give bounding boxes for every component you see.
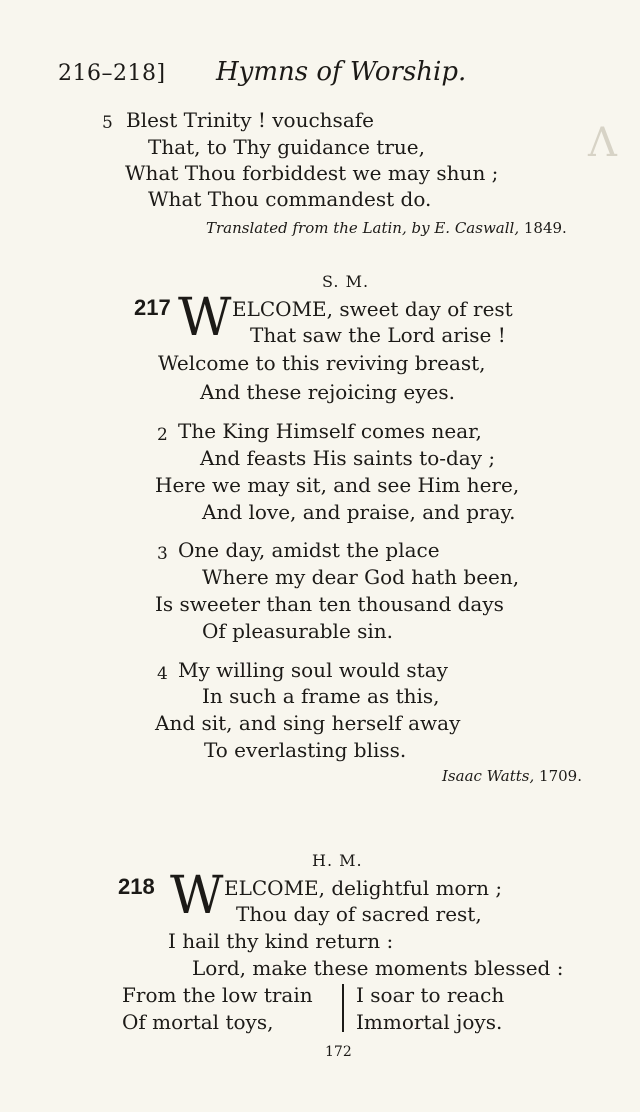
verse-line: What Thou commandest do.	[148, 187, 432, 211]
verse-line: What Thou forbiddest we may shun ;	[125, 161, 499, 185]
attribution-year: 1849.	[523, 219, 567, 237]
right-column-line: I soar to reach	[356, 983, 505, 1007]
verse-line: Thou day of sacred rest,	[236, 902, 482, 926]
verse-line: Is sweeter than ten thousand days	[155, 592, 504, 616]
verse-line: Where my dear God hath been,	[202, 565, 520, 589]
hymn-number: 217	[134, 295, 171, 320]
verse-number: 2	[157, 425, 168, 445]
meter-label: S. M.	[322, 272, 370, 291]
drop-cap: W	[170, 866, 224, 926]
page-title: Hymns of Worship.	[216, 57, 467, 87]
first-line: ELCOME, delightful morn ;	[224, 876, 503, 900]
verse-line: To everlasting bliss.	[204, 738, 407, 762]
bleed-through-mark: Λ	[588, 120, 617, 166]
hymn-range: 216–218]	[58, 61, 166, 86]
left-column-line: From the low train	[122, 983, 313, 1007]
verse-line: Here we may sit, and see Him here,	[155, 473, 520, 497]
verse-line: That saw the Lord arise !	[250, 323, 506, 347]
verse-number: 3	[157, 544, 168, 564]
verse-line: Lord, make these moments blessed :	[192, 956, 564, 980]
verse-line: Blest Trinity ! vouchsafe	[126, 108, 374, 132]
attribution	[206, 216, 567, 240]
attribution-text: Translated from the Latin, by E. Caswall,	[206, 219, 520, 237]
verse-line: The King Himself comes near,	[178, 419, 482, 443]
verse-line: My willing soul would stay	[178, 658, 448, 682]
page-number: 172	[325, 1044, 352, 1060]
verse-line: And love, and praise, and pray.	[202, 500, 516, 524]
attribution-text: Isaac Watts,	[442, 767, 535, 785]
verse-line: In such a frame as this,	[202, 684, 440, 708]
verse-line: And feasts His saints to-day ;	[200, 446, 496, 470]
attribution-year: 1709.	[539, 767, 582, 785]
hymn-number: 218	[118, 874, 155, 899]
verse-line: And sit, and sing herself away	[155, 711, 461, 735]
verse-line: Of pleasurable sin.	[202, 619, 394, 643]
verse-number: 5	[102, 113, 113, 133]
right-column-line: Immortal joys.	[356, 1010, 503, 1034]
verse-line: Welcome to this reviving breast,	[158, 351, 486, 375]
column-divider	[342, 984, 344, 1032]
verse-line: That, to Thy guidance true,	[148, 135, 425, 159]
verse-line: And these rejoicing eyes.	[200, 380, 455, 404]
verse-number: 4	[157, 664, 168, 684]
first-line: ELCOME, sweet day of rest	[232, 297, 513, 321]
meter-label: H. M.	[312, 851, 363, 870]
drop-cap: W	[178, 288, 232, 348]
verse-line: One day, amidst the place	[178, 538, 440, 562]
verse-line: I hail thy kind return :	[168, 929, 394, 953]
attribution	[442, 764, 582, 788]
left-column-line: Of mortal toys,	[122, 1010, 274, 1034]
